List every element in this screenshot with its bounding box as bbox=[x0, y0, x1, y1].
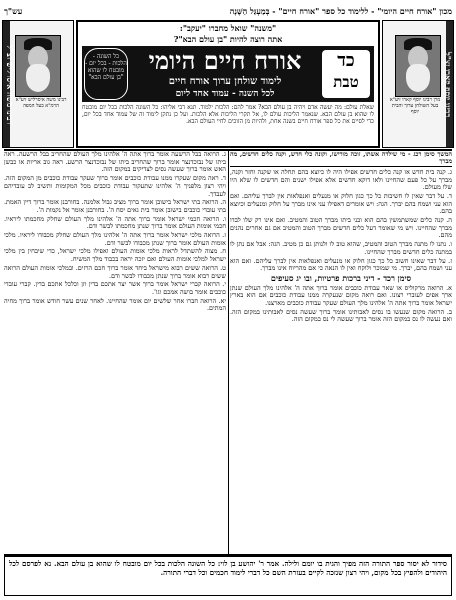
scroll-left bbox=[2, 20, 74, 148]
paragraph: ה. קנה כלים שמשתמשין בהם הוא ובני ביתו מברך הטוב והמטיב. ואם אינו רק שלו לבדו מברך שהחיינו. ויש מי שאומר דעל כלים חדשים מברך הטוב והמטיב אם גם אחרים נהנים מהם. bbox=[230, 216, 452, 240]
paragraph: ד. ראה מקום שעקרו ממנו עבודת כוכבים אומר ברוך שעקר עבודת כוכבים מן המקום הזה. ויהי רצון מלפניך ה' אלהינו שתעקור עבודת כוכבים מכל המקומות ותשיב לב עובדיהם לעבדך. bbox=[4, 174, 226, 198]
page-title: אורח חיים היומי bbox=[148, 46, 302, 75]
paragraph: ה. הרואה בתי ישראל בישובן אומר ברוך מציב גבול אלמנה. בחורבנן אומר ברוך דיין האמת. בתי עובדי כוכבים בישובן אומר בית גאים יסח ה'. בחורבנן אומר אל נקמות ה'. bbox=[4, 198, 226, 214]
paragraph: ז. על דבר שאינו חשוב כל כך כגון חלוק או מנעלים ואנפלאות אין לברך עליהם. ואם הוא עני ושמח בהם, יברך. מי שמוכר ולוקח ואין לו הנאה כי אם מהריוח אינו מברך. bbox=[230, 256, 452, 273]
paragraph: י. הרואה קברי ישראל אומר ברוך אשר יצר אתכם בדין וזן וכלכל אתכם בדין. קברי עובדי כוכבים אומר בושה אמכם וגו'. bbox=[4, 280, 226, 296]
tagline-2: לכל השנה - עמוד אחד ליום bbox=[175, 89, 275, 99]
date-day: כד bbox=[337, 50, 355, 71]
tagline-1: לימוד שולחן ערוך אורח חיים bbox=[168, 76, 282, 87]
column-divider bbox=[228, 151, 229, 554]
institute-tagline: מכון "אורח חיים היומי" - ללימוד כל ספר "אורח חיים" - בְּמַעְגַּל הַשָּׁנָה bbox=[229, 6, 452, 16]
olam-haba-box: כל השונה - הלכות - בכל יום - מובטח לו שהוא "בן עולם הבא" bbox=[84, 48, 128, 100]
main-columns bbox=[4, 149, 452, 556]
paragraph: ו. נתנו לו מתנה מברך הטוב והמטיב, שהוא טוב לו ולנותן גם כן מטיב. הגה: אבל אם נתן לו במתנה כלים חדשים מברך שהחיינו. bbox=[230, 240, 452, 256]
paragraph: ב. הרואה מקום שנעשו בו נסים לאבותינו אומר ברוך שעשה נסים לאבותינו במקום הזה. ואם נעשה לו נס במקום הזה אומר ברוך שעשה לי נס במקום הזה. bbox=[230, 307, 452, 324]
date-box bbox=[322, 50, 370, 98]
motto-line-2: אתה רוצה להיות "בן עולם הבא"? bbox=[173, 34, 283, 44]
top-line bbox=[4, 2, 452, 20]
paragraph: ט. הרואה ששים רבוא מישראל ביחד אומר ברוך חכם הרזים. ובמלכי אומות העולם הרואה ששים רבוא אומר ברוך שנתן מכבודו לבשר ודם. bbox=[4, 263, 226, 280]
paragraph: יא. הרואה חברו אחר שלשים יום אומר שהחיינו. לאחר שנים עשר חודש אומר ברוך מחיה המתים. bbox=[4, 296, 226, 313]
right-column bbox=[230, 151, 452, 554]
footer-box: סידור לא יסור ספר התורה הזה מפיך והגית בו יומם ולילה. אמר ר' יהושע בן לוי: כל השונה הלכות בכל יום מובטח לו שהוא בן עולם הבא. נא לפרסם לכל היהודים ולהפיץ בכל מקום, ויהי רצון שנזכה לקיים בעזרת השם כל דברי לימוד חכמים וכל דברי התורה. bbox=[4, 556, 452, 596]
scroll-right-vertical-text: רבינו יוסף קארו זצ"ל bbox=[443, 52, 453, 118]
paragraph: ו. הרואה חכמי ישראל אומר ברוך אתה ה' אלהינו מלך העולם שחלק מחכמתו ליראיו. חכמי אומות העולם אומר ברוך שנתן מחכמתו לבשר ודם. bbox=[4, 214, 226, 231]
column-heading: המשך סימן רכג - מי שילדה אשתו, זוכה מורישו, וקונה כלי חדש, וקנה כלים חדשים, מה מברך bbox=[230, 151, 452, 166]
portrait-image bbox=[395, 35, 441, 97]
portrait-caption: רבינו משה איסרליש זיע"א הרמ"א בעל המפה bbox=[15, 97, 67, 109]
paragraph: ח. מצוה להשתדל לראות מלכי אומות העולם ואפילו מלכי ישראל, כדי שיבחין בין מלכי ישראל למלכי אומות העולם ואם יזכה יראה בכבוד מלך המשיח. bbox=[4, 247, 226, 264]
top-abbrev: עש"ך bbox=[4, 6, 23, 16]
paragraph: א. הרואה מרקוליס או שאר עבודת כוכבים אומר ברוך אתה ה' אלהינו מלך העולם שנתן ארך אפים לעוברי רצונו. ואם רואה מקום שנעקרה ממנו עבודת כוכבים אם הוא בארץ ישראל אומר ברוך אתה ה' אלהינו מלך העולם שעקר עבודת כוכבים מארצנו. bbox=[230, 283, 452, 308]
title-banner bbox=[76, 20, 380, 148]
date-month: טבת bbox=[333, 73, 359, 91]
paragraph: ג. הרואה בבל הרשעה אומר ברוך אתה ה' אלהינו מלך העולם שהחריב בבל הרשעה. ראה ביתו של נבוכדנצר אומר ברוך שהחריב ביתו של נבוכדנצר הרשע. ראה גוב אריות או כבשן האש אומר ברוך שעשה נסים לצדיקים במקום הזה. bbox=[4, 151, 226, 174]
motto-line-1: "משנה" שואל מחברו "יעקב": bbox=[179, 23, 277, 33]
portrait-caption: מרן רבינו יוסף קארו זיע"א בעל השולחן ערוך והבית יוסף bbox=[389, 97, 441, 115]
paragraph: ז. הרואה מלכי ישראל אומר ברוך אתה ה' אלהינו מלך העולם שחלק מכבודו ליראיו. מלכי אומות העולם אומר ברוך שנתן מכבודו לבשר ודם. bbox=[4, 231, 226, 247]
left-column bbox=[4, 151, 226, 554]
title-block bbox=[82, 46, 374, 102]
section-heading: סימן רכד - דיני ברכות פרטיות, ובו יג סעיפים bbox=[270, 272, 412, 283]
paragraph: ד. על דבר שאין לו חשיבות כל כך כגון חלוק או מנעלים ואנפלאות אין לברך עליהם. ואם הוא עני ושמח בהם יברך. הגה: ויש אומרים דאפילו עני אינו מברך על חלוק ומנעלים וכיוצא בהם. bbox=[230, 191, 452, 216]
scroll-right bbox=[382, 20, 454, 148]
portrait-image bbox=[15, 35, 61, 97]
header-banner bbox=[2, 20, 454, 148]
intro-text: שאלת עולם: מה יעשה אדם ויהיה בן עולם הבא? אמר להם: הלכות ילמוד. תנא דבי אליהו: כל השונה הלכות בכל יום מובטח לו שהוא בן עולם הבא. שנאמר הליכות עולם לו, אל תקרי הליכות אלא הלכות. ועל כן נתקן לימוד זה של עמוד אחד בכל יום, כדי לסיים את כל ספר אורח חיים בשנה אחת, ולהיות מן הזוכים לחיי העולם הבא. bbox=[82, 104, 374, 126]
scroll-left-vertical-text: רבינו משה איסרליש זצ"ל bbox=[5, 45, 15, 125]
paragraph: ג. קנה בית חדש או קנה כלים חדשים אפילו היה לו כיוצא בהם תחלה או שקנה וחזר וקנה, מברך על כל פעם שהחיינו ולאו דוקא חדשים אלא אפילו ישנים והם חדשים לו שלא היו שלו מעולם. bbox=[230, 167, 452, 192]
